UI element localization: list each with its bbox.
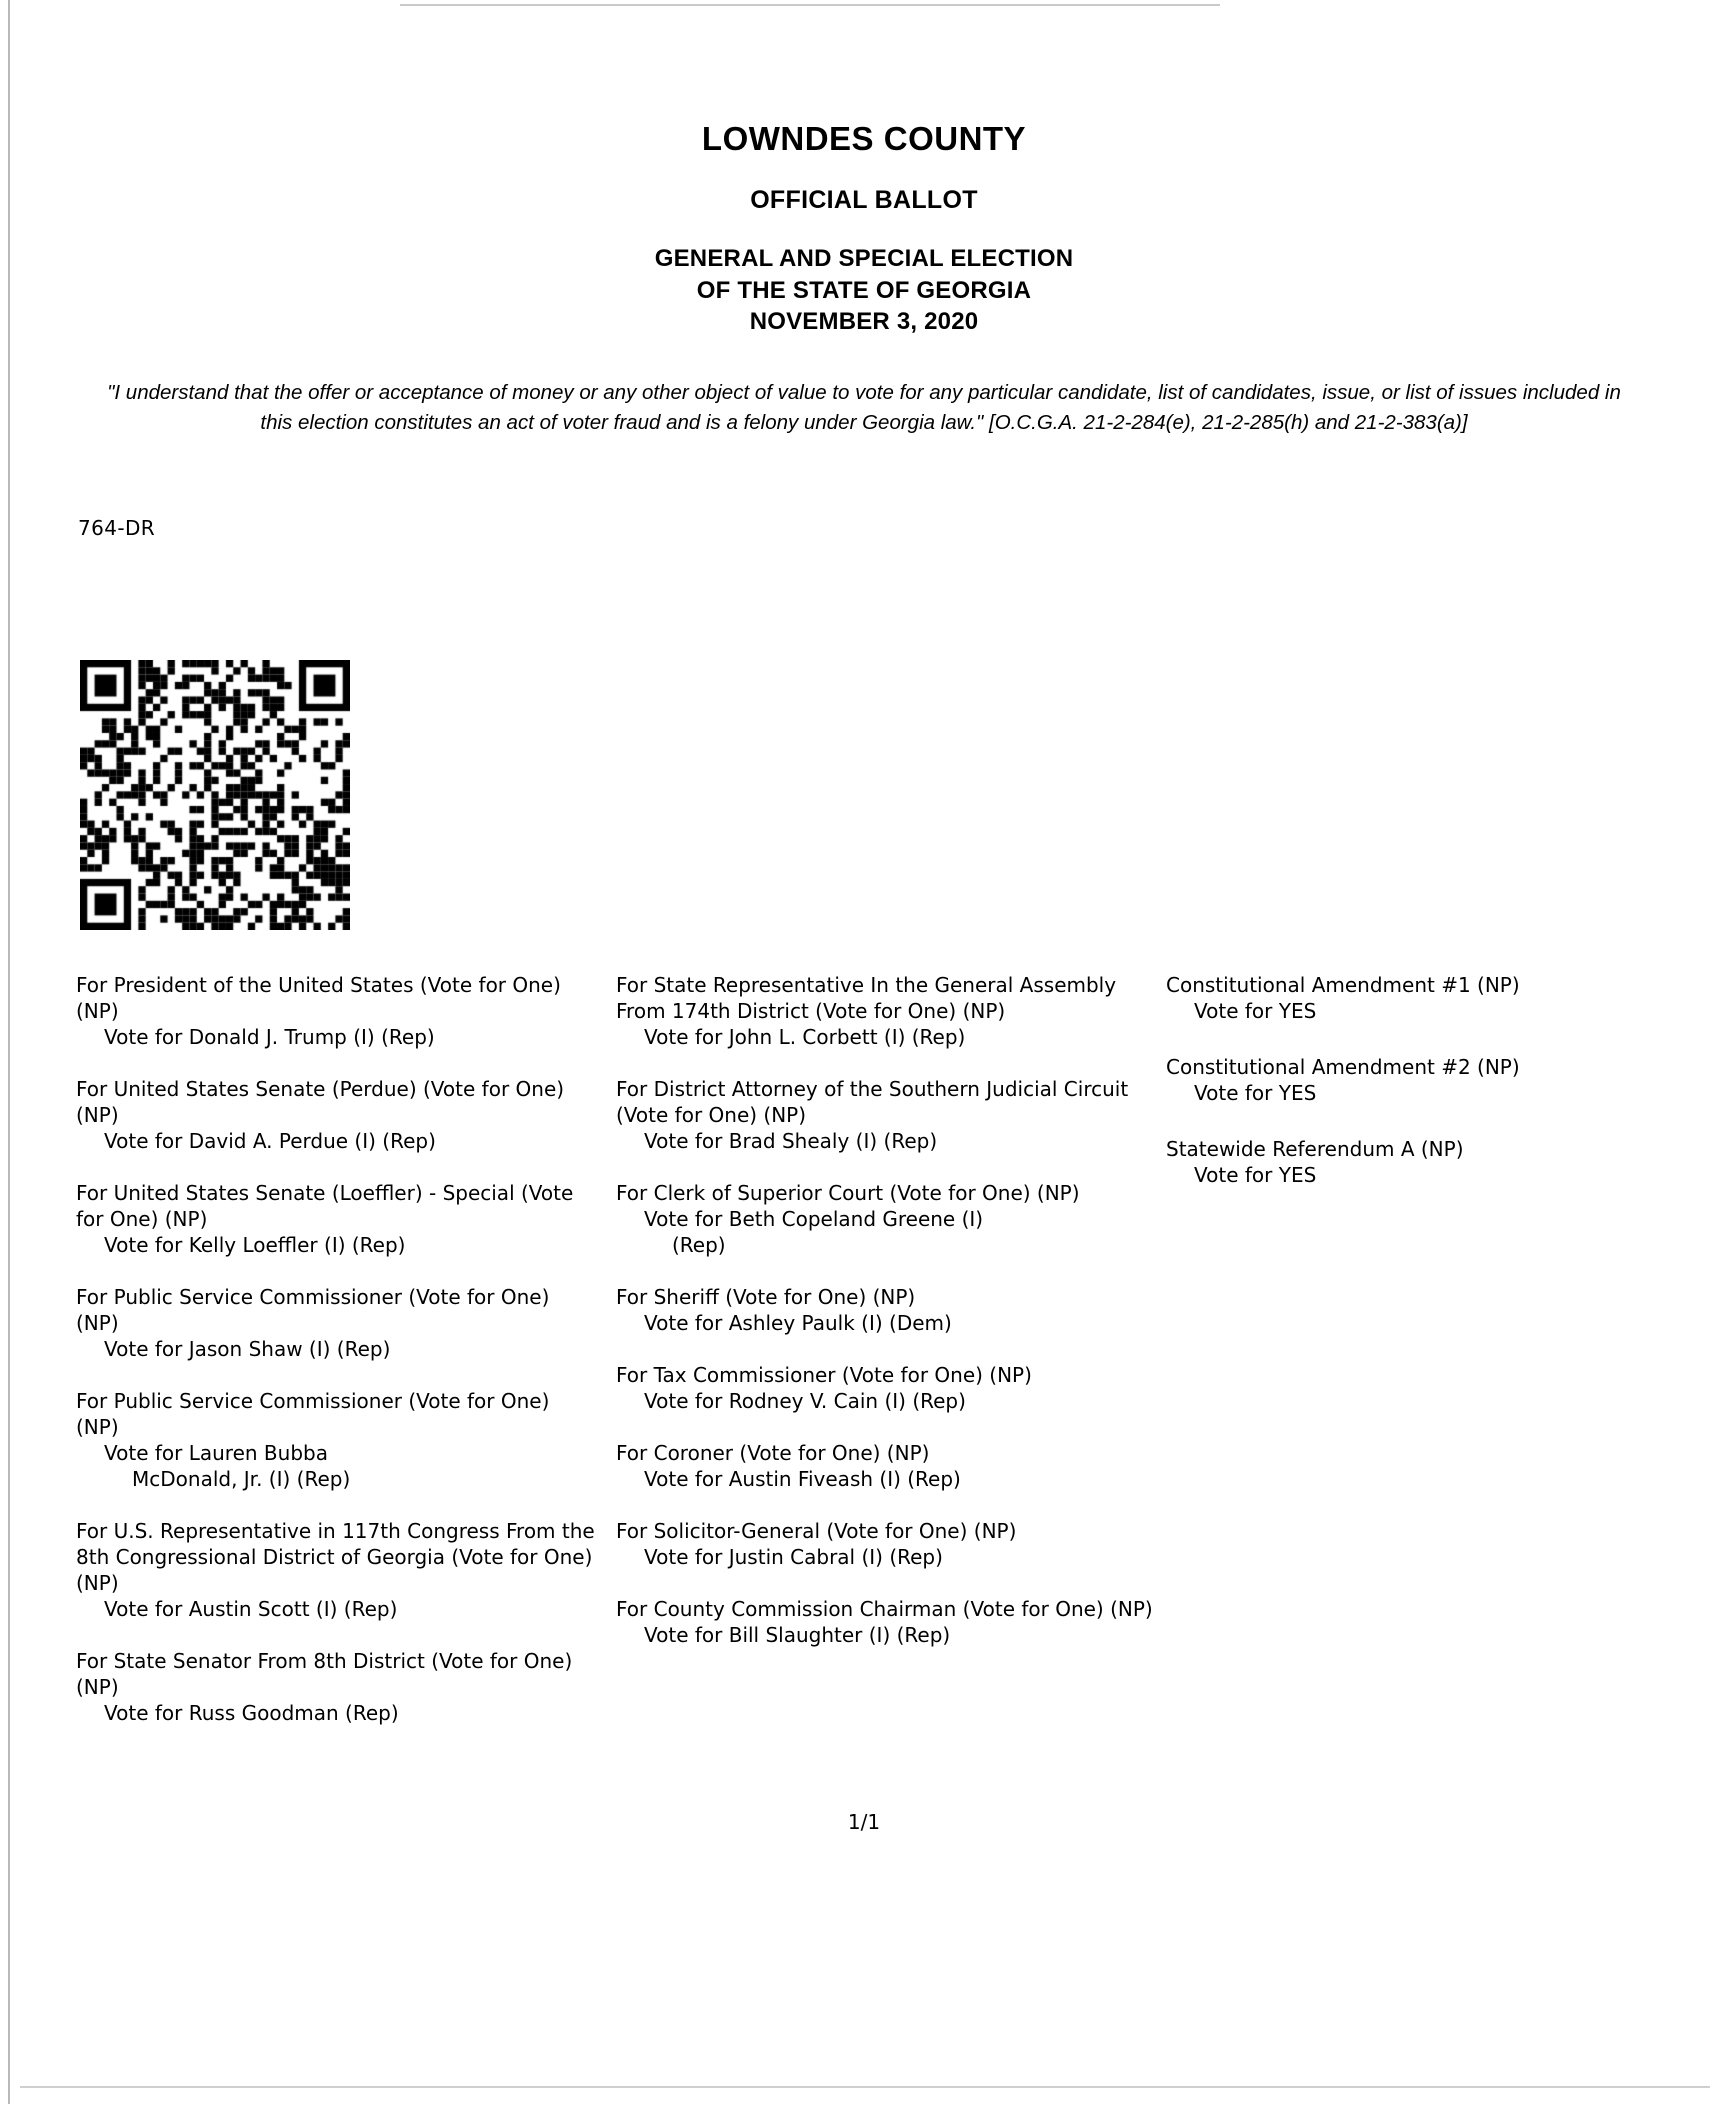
contest-title: For United States Senate (Loeffler) - Special (Vote for One) (NP) <box>76 1181 574 1231</box>
ballot-qr-code <box>80 660 350 930</box>
county-title: LOWNDES COUNTY <box>701 120 1027 157</box>
contest-choice: Vote for Lauren Bubba <box>104 1441 328 1465</box>
contest-column-1 <box>76 972 596 1752</box>
contest <box>76 1284 596 1362</box>
contest-choice: Vote for Ashley Paulk (I) (Dem) <box>644 1311 952 1335</box>
contest-title: For Tax Commissioner (Vote for One) (NP) <box>616 1363 1032 1387</box>
contest <box>76 1076 596 1154</box>
voter-fraud-oath: "I understand that the offer or acceptance of money or any other object of value to vote for any particular candidate, list of candidates, issue, or list of issues included in this election constitutes an act of voter fraud and is a felony under Georgia law." [O.C.G.A. 21-2-284(e), 21-2-285(h) and 21-2-383(a)] <box>107 381 1621 435</box>
contest <box>76 1648 596 1726</box>
contest-title: For District Attorney of the Southern Judicial Circuit (Vote for One) (NP) <box>616 1077 1129 1127</box>
contest-choice: Vote for Beth Copeland Greene (I) <box>644 1207 984 1231</box>
election-title-line-2: OF THE STATE OF GEORGIA <box>696 276 1032 304</box>
contest-title: For Public Service Commissioner (Vote for One) (NP) <box>76 1389 550 1439</box>
contest-choice: Vote for Donald J. Trump (I) (Rep) <box>104 1025 435 1049</box>
contest-choice: Vote for Austin Scott (I) (Rep) <box>104 1597 398 1621</box>
contest-title: For Public Service Commissioner (Vote for One) (NP) <box>76 1285 550 1335</box>
contest <box>616 1518 1156 1570</box>
ballot-id: 764-DR <box>78 516 156 540</box>
contest <box>1166 972 1656 1024</box>
contest-title: For U.S. Representative in 117th Congress From the 8th Congressional District of Georgia (Vote for One) (NP) <box>76 1519 595 1595</box>
contest-column-2 <box>616 972 1156 1674</box>
contest <box>616 972 1156 1050</box>
contest-choice: McDonald, Jr. (I) (Rep) <box>132 1467 351 1491</box>
contest <box>1166 1136 1656 1188</box>
contest-choice: Vote for YES <box>1194 1081 1317 1105</box>
contest <box>616 1180 1156 1258</box>
contest-choice: Vote for YES <box>1194 1163 1317 1187</box>
contest <box>76 1518 596 1622</box>
ballot-header <box>0 120 1728 338</box>
contest-choice: Vote for Jason Shaw (I) (Rep) <box>104 1337 391 1361</box>
election-date: NOVEMBER 3, 2020 <box>749 308 979 336</box>
page-number: 1/1 <box>847 1810 881 1834</box>
contest <box>76 972 596 1050</box>
contest-title: Constitutional Amendment #1 (NP) <box>1166 973 1520 997</box>
contest-choice: Vote for YES <box>1194 999 1317 1023</box>
contest-choice: (Rep) <box>672 1233 726 1257</box>
contest <box>76 1388 596 1492</box>
contest <box>616 1076 1156 1154</box>
contest-title: For Solicitor-General (Vote for One) (NP) <box>616 1519 1017 1543</box>
contest <box>76 1180 596 1258</box>
contest-title: For State Representative In the General Assembly From 174th District (Vote for One) (NP) <box>616 973 1117 1023</box>
contest-title: For President of the United States (Vote for One) (NP) <box>76 973 561 1023</box>
contest-choice: Vote for Rodney V. Cain (I) (Rep) <box>644 1389 966 1413</box>
contest <box>616 1596 1156 1648</box>
scan-edge-bottom <box>20 2086 1710 2088</box>
contest-title: For Coroner (Vote for One) (NP) <box>616 1441 930 1465</box>
contest-choice: Vote for Brad Shealy (I) (Rep) <box>644 1129 938 1153</box>
contest-title: For Sheriff (Vote for One) (NP) <box>616 1285 916 1309</box>
election-title-line-1: GENERAL AND SPECIAL ELECTION <box>654 245 1074 272</box>
contest-choice: Vote for Kelly Loeffler (I) (Rep) <box>104 1233 406 1257</box>
contest-title: For County Commission Chairman (Vote for One) (NP) <box>616 1597 1153 1621</box>
contest-choice: Vote for David A. Perdue (I) (Rep) <box>104 1129 436 1153</box>
contest-title: Constitutional Amendment #2 (NP) <box>1166 1055 1520 1079</box>
contest <box>1166 1054 1656 1106</box>
contest-choice: Vote for Justin Cabral (I) (Rep) <box>644 1545 943 1569</box>
contest-choice: Vote for Bill Slaughter (I) (Rep) <box>644 1623 951 1647</box>
contest-column-3 <box>1166 972 1656 1218</box>
contest <box>616 1440 1156 1492</box>
contest <box>616 1284 1156 1336</box>
contest-title: Statewide Referendum A (NP) <box>1166 1137 1464 1161</box>
contest-title: For United States Senate (Perdue) (Vote for One) (NP) <box>76 1077 565 1127</box>
contest-choice: Vote for Russ Goodman (Rep) <box>104 1701 399 1725</box>
contest-title: For State Senator From 8th District (Vote for One) (NP) <box>76 1649 573 1699</box>
contest-title: For Clerk of Superior Court (Vote for One) (NP) <box>616 1181 1080 1205</box>
contest <box>616 1362 1156 1414</box>
contest-choice: Vote for Austin Fiveash (I) (Rep) <box>644 1467 961 1491</box>
contest-choice: Vote for John L. Corbett (I) (Rep) <box>644 1025 966 1049</box>
ballot-type-title: OFFICIAL BALLOT <box>750 186 978 214</box>
scan-edge-top <box>400 4 1220 6</box>
